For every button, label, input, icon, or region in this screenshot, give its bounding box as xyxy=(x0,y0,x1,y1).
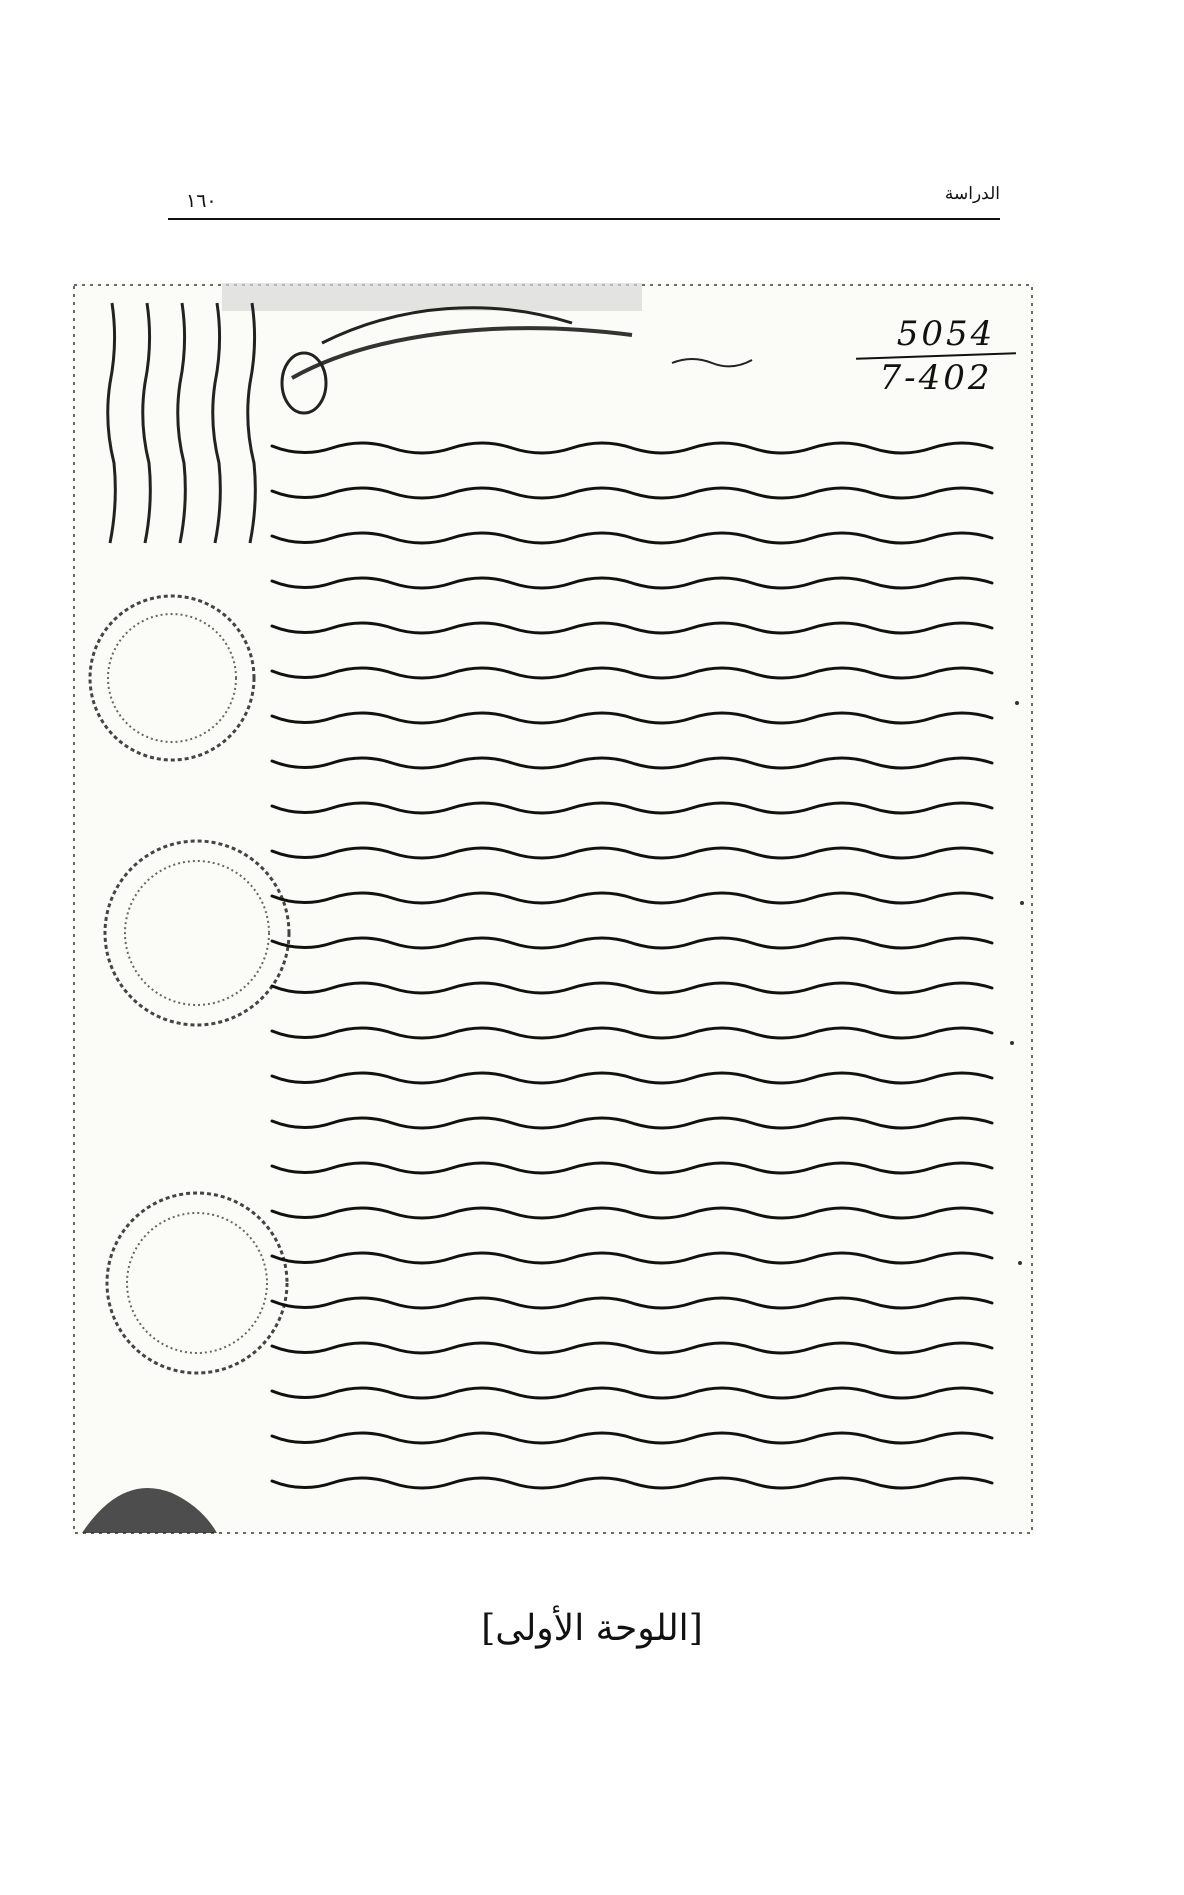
library-seal xyxy=(90,596,254,760)
ink-stroke xyxy=(292,328,632,378)
scan-speckle xyxy=(1010,701,1024,1265)
page-number: ١٦٠ xyxy=(186,190,217,212)
marginal-notes xyxy=(108,303,256,543)
section-title: الدراسة xyxy=(944,184,1000,204)
running-header xyxy=(168,180,1000,220)
manuscript-facsimile xyxy=(72,283,1034,1535)
folio-number-bottom: 7-402 xyxy=(879,358,993,398)
library-seal xyxy=(107,1193,287,1373)
handwritten-lines xyxy=(272,443,992,1488)
scan-smudge-top xyxy=(222,283,642,311)
ink-blot xyxy=(82,1488,217,1533)
manuscript-image xyxy=(72,283,1034,1535)
folio-reference xyxy=(836,315,1016,405)
plate-caption: [اللوحة الأولى] xyxy=(481,1608,703,1649)
ink-loop xyxy=(282,353,326,413)
ink-stroke xyxy=(322,308,572,343)
ink-stroke xyxy=(672,359,752,366)
header-rule xyxy=(168,218,1000,220)
folio-number-top: 5054 xyxy=(896,314,996,354)
library-seal xyxy=(105,841,289,1025)
scan-border xyxy=(74,285,1032,1533)
